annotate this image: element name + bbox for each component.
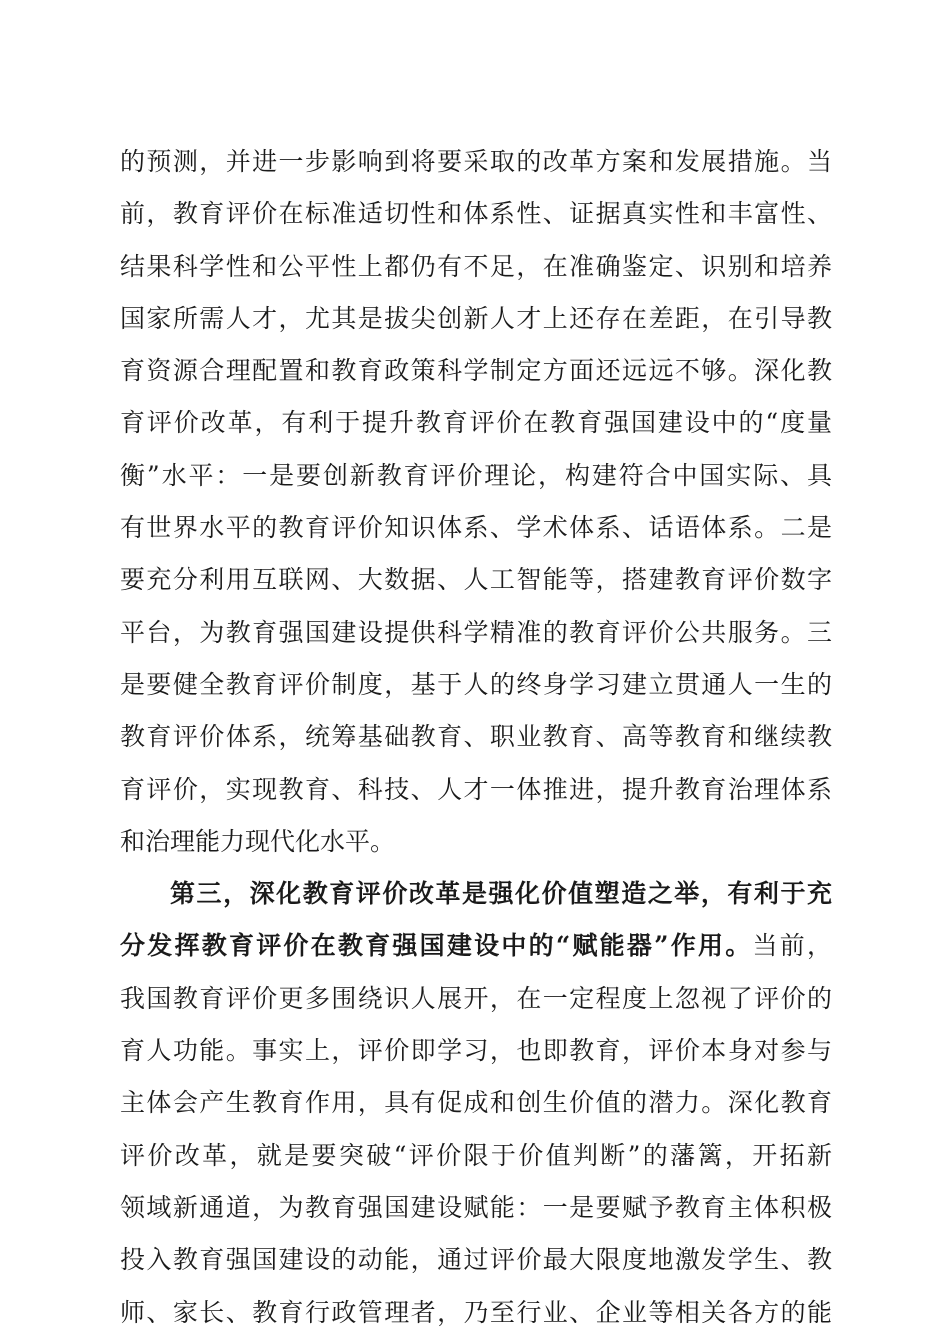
paragraph-2-line: 主体会产生教育作用，具有促成和创生价值的潜力。深化教育 (120, 1088, 832, 1118)
paragraph-1-line: 有世界水平的教育评价知识体系、学术体系、话语体系。二是 (120, 513, 832, 543)
paragraph-1-line: 国家所需人才，尤其是拔尖创新人才上还存在差距，在引导教 (120, 303, 832, 333)
paragraph-2-line: 育人功能。事实上，评价即学习，也即教育，评价本身对参与 (120, 1036, 832, 1066)
paragraph-2-line: 领域新通道，为教育强国建设赋能：一是要赋予教育主体积极 (120, 1192, 832, 1222)
paragraph-1-line: 是要健全教育评价制度，基于人的终身学习建立贯通人一生的 (120, 669, 832, 699)
paragraph-1-line: 结果科学性和公平性上都仍有不足，在准确鉴定、识别和培养 (120, 251, 832, 281)
paragraph-1-line: 和治理能力现代化水平。 (120, 826, 396, 856)
paragraph-1-line: 育资源合理配置和教育政策科学制定方面还远远不够。深化教 (120, 356, 832, 386)
document-body (120, 136, 832, 1339)
paragraph-2-heading-end: 分发挥教育评价在教育强国建设中的“赋能器”作用。 (120, 931, 753, 961)
paragraph-2-heading-line: 第三，深化教育评价改革是强化价值塑造之举，有利于充 (170, 879, 832, 909)
paragraph-2-line: 我国教育评价更多围绕识人展开，在一定程度上忽视了评价的 (120, 983, 832, 1013)
paragraph-2-line: 师、家长、教育行政管理者，乃至行业、企业等相关各方的能 (120, 1297, 832, 1327)
paragraph-1-line: 要充分利用互联网、大数据、人工智能等，搭建教育评价数字 (120, 565, 832, 595)
paragraph-2-line: 评价改革，就是要突破“评价限于价值判断”的藩篱，开拓新 (120, 1140, 832, 1170)
paragraph-1-line: 教育评价体系，统筹基础教育、职业教育、高等教育和继续教 (120, 722, 832, 752)
paragraph-1-line: 的预测，并进一步影响到将要采取的改革方案和发展措施。当 (120, 147, 832, 176)
paragraph-1-line: 育评价改革，有利于提升教育评价在教育强国建设中的“度量 (120, 408, 832, 438)
paragraph-1-line: 衡”水平：一是要创新教育评价理论，构建符合中国实际、具 (120, 460, 832, 490)
paragraph-1-line: 平台，为教育强国建设提供科学精准的教育评价公共服务。三 (120, 617, 832, 647)
paragraph-2-line: 投入教育强国建设的动能，通过评价最大限度地激发学生、教 (120, 1245, 832, 1275)
paragraph-1-line: 前，教育评价在标准适切性和体系性、证据真实性和丰富性、 (120, 199, 832, 229)
paragraph-2-line-start: 当前， (752, 931, 832, 961)
paragraph-2-line (120, 920, 832, 972)
paragraph-1-line: 育评价，实现教育、科技、人才一体推进，提升教育治理体系 (120, 774, 832, 804)
